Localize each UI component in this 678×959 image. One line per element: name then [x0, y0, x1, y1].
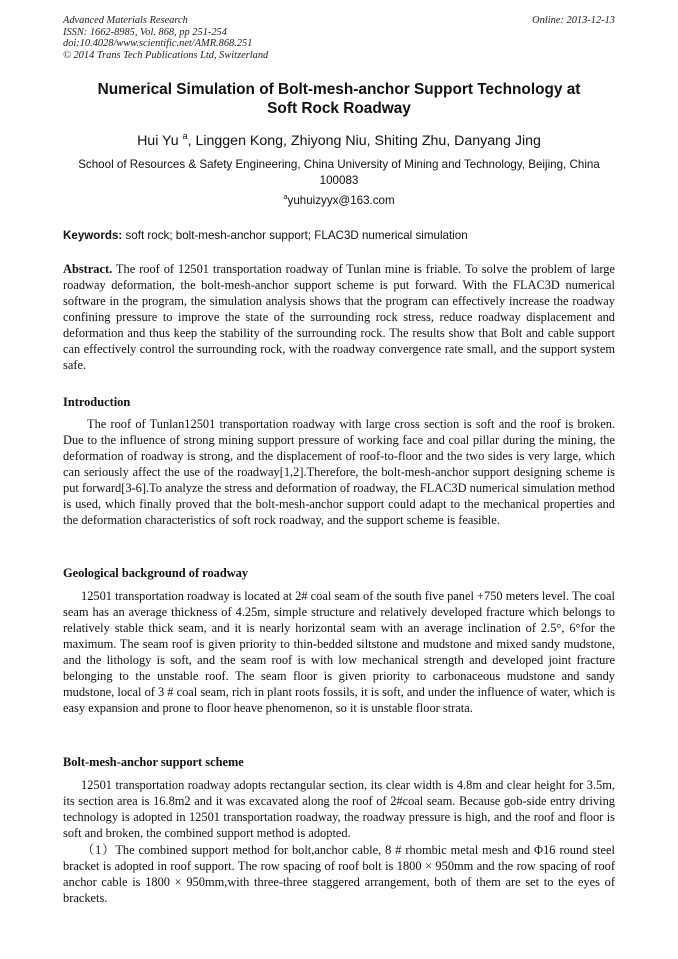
- doi-line: doi:10.4028/www.scientific.net/AMR.868.251: [63, 38, 253, 50]
- geology-text: 12501 transportation roadway is located at 2# coal seam of the south five panel +750 meters level. The coal seam has an average thickness of 4.25m, simple structure and relatively developed fracture which belongs to relatively stable thick seam, and it is nearly horizontal seam with an average inclination of 2.5°, 6°for the maximum. The seam roof is given priority to thin-bedded siltstone and mudstone and mixed sandy mudstone, and the lithology is soft, and the seam roof is with low mechanical strength and developed joint fracture belonging to the unstable roof. The seam floor is given priority to carbonaceous mudstone and sandy mudstone, local of 3 # coal seam, rich in plant roots fossils, it is soft, and under the influence of water, which is easy expansion and prone to floor heave phenomenon, so it is unstable floor strata.: [63, 589, 615, 716]
- support-text-1: 12501 transportation roadway adopts rectangular section, its clear width is 4.8m and clear height for 3.5m, its section area is 16.8m2 and it was excavated along the roof of 2#coal seam. Because gob-side entry driving technology is adopted in 12501 transportation roadway, the roadway pressure is high, and the roof and floor is soft and broken, the combined support method is adopted.: [63, 778, 615, 841]
- affiliation: School of Resources & Safety Engineering, China University of Mining and Technology, Beijing, China 100083: [78, 158, 600, 187]
- support-paragraph-1: [63, 777, 615, 841]
- keywords-label: Keywords:: [63, 229, 123, 242]
- support-text-2: （1）The combined support method for bolt,anchor cable, 8 # rhombic metal mesh and Φ16 round steel bracket is adopted in roof support. The row spacing of roof bolt is 1800 × 950mm and the row spacing of roof anchor cable is 1800 × 950mm,with three-three staggered arrangement, both of them are set to the eyes of brackets.: [63, 843, 615, 906]
- keywords-line: [63, 229, 615, 243]
- author-list: [63, 132, 615, 150]
- email-address[interactable]: yuhuizyyx@163.com: [287, 194, 395, 207]
- running-header: [63, 15, 268, 61]
- first-author: Hui Yu: [137, 133, 179, 149]
- other-authors: , Linggen Kong, Zhiyong Niu, Shiting Zhu, Danyang Jing: [187, 133, 541, 149]
- title-line-1: Numerical Simulation of Bolt-mesh-anchor Support Technology at: [97, 81, 581, 98]
- paper-title: [63, 80, 615, 118]
- journal-name: Advanced Materials Research: [63, 15, 188, 26]
- email-line: [63, 194, 615, 208]
- copyright-line: © 2014 Trans Tech Publications Ltd, Switzerland: [63, 49, 269, 61]
- issn-line: ISSN: 1662-8985, Vol. 868, pp 251-254: [63, 26, 227, 38]
- support-paragraph-2: [63, 842, 615, 906]
- intro-heading: Introduction: [63, 395, 131, 409]
- support-heading: Bolt-mesh-anchor support scheme: [63, 755, 244, 769]
- online-date: Online: 2013-12-13: [532, 15, 615, 26]
- author-mark: a: [182, 131, 188, 141]
- email-mark: a: [283, 192, 288, 201]
- geology-heading: Geological background of roadway: [63, 566, 249, 580]
- abstract-paragraph: [63, 261, 615, 373]
- keywords-text: soft rock; bolt-mesh-anchor support; FLAC3D numerical simulation: [122, 229, 468, 242]
- title-line-2: Soft Rock Roadway: [267, 100, 411, 117]
- intro-text: The roof of Tunlan12501 transportation roadway with large cross section is soft and the roof is broken. Due to the influence of strong mining support pressure of working face and coal pillar during the mining, the deformation of roadway is strong, and the displacement of roof-to-floor and the two sides is very large, which can seriously affect the use of the roadway[1,2].Therefore, the bolt-mesh-anchor support designing scheme is put forward[3-6].To analyze the stress and deformation of roadway, the FLAC3D numerical simulation method is used, which finally proved that the bolt-mesh-anchor support could adapt to the mechanical properties and the deformation characteristics of soft rock roadway, and the support scheme is feasible.: [63, 417, 615, 528]
- abstract-label: Abstract.: [63, 262, 113, 276]
- geology-paragraph: [63, 588, 615, 716]
- abstract-text: The roof of 12501 transportation roadway of Tunlan mine is friable. To solve the problem of large roadway deformation, the bolt-mesh-anchor support scheme is put forward. With the FLAC3D numerical software in the program, the simulation analysis shows that the program can effectively increase the roadway confining pressure to improve the state of the surrounding rock stress, reduce roadway displacement and deformation and thus keep the stability of the surrounding rock. The results show that Bolt and cable support can effectively control the surrounding rock, with the roadway convergence rate small, and the support system safe.: [63, 262, 615, 373]
- intro-paragraph: [63, 416, 615, 528]
